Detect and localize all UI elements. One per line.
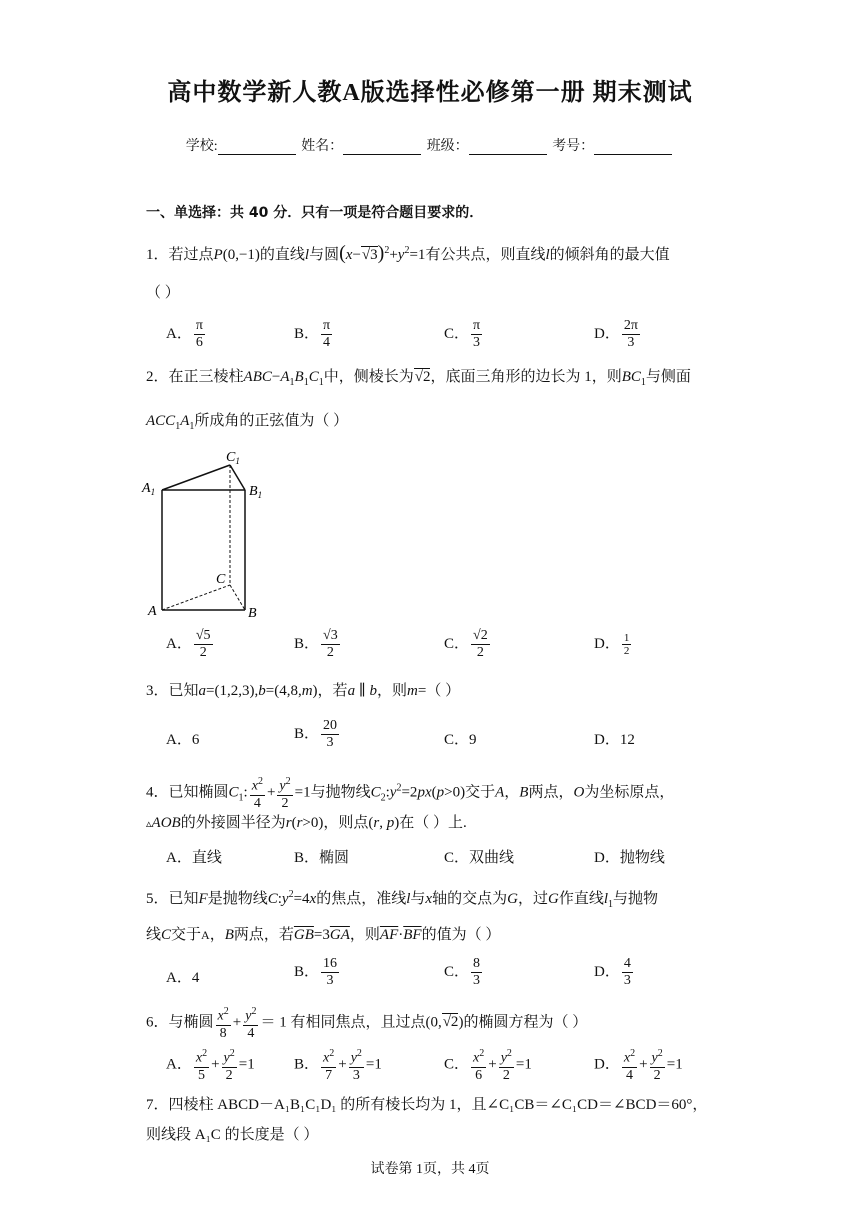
question-7: 7．四棱柱 ABCD－A₁B₁C₁D₁ 的所有棱长均为 1，且∠C₁CB＝∠C₁CD＝∠BCD＝60°， (146, 1097, 708, 1113)
prism-figure (140, 445, 270, 625)
q3-option-c[interactable]: C．9 (444, 732, 477, 748)
class-blank[interactable] (469, 140, 547, 155)
question-4-line2: ▵AOB的外接圆半径为r(r>0)，则点(r, p)在（ ）上. (146, 815, 467, 831)
school-label: 学校: (185, 139, 218, 154)
student-info (0, 135, 860, 155)
question-3: 3．已知a=(1,2,3),b=(4,8,m)，若a ∥ b，则m=（ ） (146, 683, 461, 699)
q6-option-b[interactable]: B． $\frac{x^2}{7}$ + $\frac{y^2}{3}$ =1 (294, 1048, 382, 1083)
label-a: A (148, 604, 157, 619)
page-footer: 试卷第 1页，共 4页 (370, 1162, 490, 1177)
question-1: 1．若过点P(0,−1)的直线l与圆$(x-√3)^2+y^2=1$有公共点，则直线l的倾斜角的最大值 (146, 242, 670, 264)
question-5-line2: 线C交于A，B两点，若$\overline{GB}=3\overline{GA}$，则$\overline{AF}\cdot\overline{BF}$的值为（ ） (146, 927, 501, 943)
q5-option-a[interactable]: A．4 (166, 970, 200, 986)
q6-option-d[interactable]: D． $\frac{x^2}{4}$ + $\frac{y^2}{2}$ =1 (594, 1048, 683, 1083)
question-4: 4．已知椭圆$C_1$: $\frac{x^2}{4}$ + $\frac{y^2}{2}$ =1与抛物线$C_2:y^2=2px(p>0)$交于A，B两点，O为坐标原点， (146, 776, 675, 811)
q1-option-a[interactable]: A． $\frac{\pi}{6}$ (166, 318, 203, 350)
question-5: 5．已知F是抛物线$C:y^2=4x$的焦点，准线l与x轴的交点为G，过G作直线$l_1$与抛物 (146, 889, 659, 910)
number-label: 考号： (552, 139, 595, 154)
q4-option-a[interactable]: A．直线 (166, 850, 222, 866)
q2-option-d[interactable]: D． $\frac{1}{2}$ (594, 632, 630, 658)
q2-option-c[interactable]: C． $\frac{√2}{2}$ (444, 628, 488, 660)
question-1-paren: （ ） (146, 285, 180, 301)
section-heading: 一、单选择：共 40 分．只有一项是符合题目要求的． (146, 205, 484, 221)
question-7-line2: 则线段 A₁C 的长度是（ ） (146, 1127, 319, 1143)
label-b: B (248, 606, 257, 621)
q1-option-d[interactable]: D． $\frac{2\pi}{3}$ (594, 318, 638, 350)
label-a1: $A_1$ (142, 481, 156, 497)
q5-option-d[interactable]: D． $\frac{4}{3}$ (594, 956, 631, 988)
q1-option-c[interactable]: C． $\frac{\pi}{3}$ (444, 318, 481, 350)
q5-option-b[interactable]: B． $\frac{16}{3}$ (294, 956, 338, 988)
label-b1: $B_1$ (249, 484, 263, 500)
label-c1: $C_1$ (226, 450, 240, 466)
label-c: C (216, 572, 226, 587)
school-blank[interactable] (218, 140, 296, 155)
page-title: 高中数学新人教A版选择性必修第一册 期末测试 (167, 80, 693, 106)
q5-option-c[interactable]: C． $\frac{8}{3}$ (444, 956, 481, 988)
q3-option-d[interactable]: D．12 (594, 732, 635, 748)
q6-option-c[interactable]: C． $\frac{x^2}{6}$ + $\frac{y^2}{2}$ =1 (444, 1048, 532, 1083)
q6-option-a[interactable]: A． $\frac{x^2}{5}$ + $\frac{y^2}{2}$ =1 (166, 1048, 255, 1083)
question-2-line2: $ACC_1A_1$所成角的正弦值为（ ） (146, 413, 349, 432)
name-label: 姓名： (301, 139, 344, 154)
q4-option-c[interactable]: C．双曲线 (444, 850, 515, 866)
question-6: 6．与椭圆 $\frac{x^2}{8}$ + $\frac{y^2}{4}$ ＝ 1 有相同焦点，且过点(0,√2)的椭圆方程为（ ） (146, 1006, 588, 1041)
q4-option-d[interactable]: D．抛物线 (594, 850, 665, 866)
number-blank[interactable] (594, 140, 672, 155)
q3-option-b[interactable]: B． $\frac{20}{3}$ (294, 718, 338, 750)
name-blank[interactable] (343, 140, 421, 155)
q3-option-a[interactable]: A．6 (166, 732, 200, 748)
class-label: 班级： (426, 139, 469, 154)
q2-option-b[interactable]: B． $\frac{√3}{2}$ (294, 628, 338, 660)
question-2: 2．在正三棱柱$ABC-A_1B_1C_1$中，侧棱长为√2，底面三角形的边长为 1，则$BC_1$与侧面 (146, 369, 691, 388)
q4-option-b[interactable]: B．椭圆 (294, 850, 350, 866)
q1-option-b[interactable]: B． $\frac{\pi}{4}$ (294, 318, 331, 350)
q2-option-a[interactable]: A． $\frac{√5}{2}$ (166, 628, 211, 660)
